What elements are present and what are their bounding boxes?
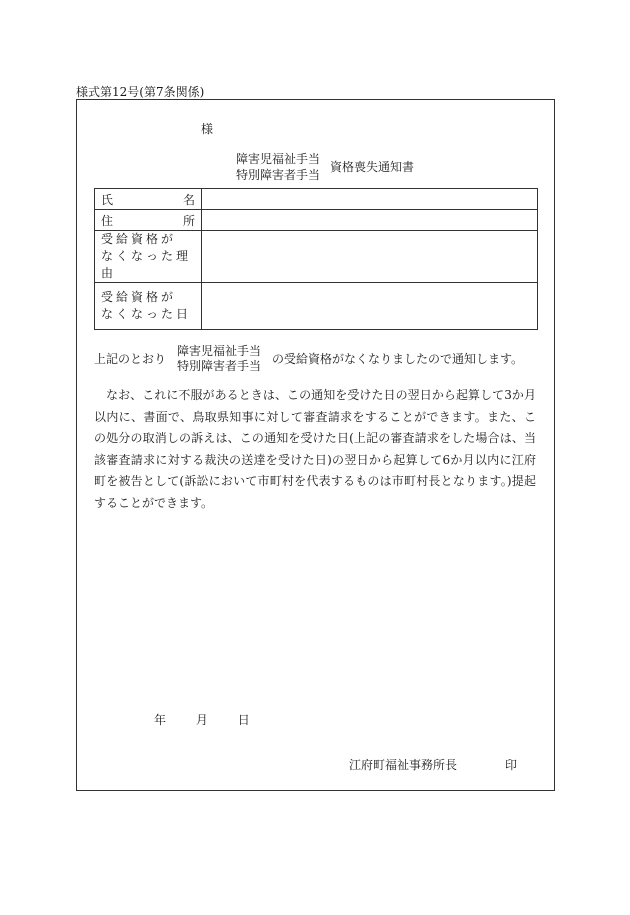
name-value	[202, 189, 538, 210]
date-day: 日	[237, 713, 250, 727]
recipient-info-table	[94, 188, 538, 330]
title-allowance-2: 特別障害者手当	[236, 168, 321, 182]
table-row-reason	[95, 231, 538, 283]
address-value	[202, 210, 538, 231]
notice-tail: の受給資格がなくなりましたので通知します。	[272, 352, 524, 366]
name-label-part-1: 氏	[101, 192, 114, 207]
date-line	[154, 711, 276, 728]
table-row-address	[95, 210, 538, 231]
reason-value	[202, 231, 538, 283]
table-row-date	[95, 283, 538, 330]
seal-mark: 印	[505, 758, 518, 772]
notice-lead: 上記のとおり	[94, 352, 167, 366]
addressee-suffix: 様	[201, 122, 214, 136]
date-label-line-1: 受給資格が	[101, 290, 177, 304]
date-value	[202, 283, 538, 330]
notice-allowance-2: 特別障害者手当	[177, 359, 262, 373]
title-allowance-1: 障害児福祉手当	[236, 152, 321, 166]
title-notice-name: 資格喪失通知書	[330, 160, 415, 174]
address-label-part-2: 所	[182, 213, 195, 228]
notice-allowance-1: 障害児福祉手当	[177, 344, 262, 358]
address-label	[95, 210, 202, 231]
date-month: 月	[195, 713, 208, 727]
table-row-name	[95, 189, 538, 210]
issuer-signature: 江府町福祉事務所長	[349, 758, 458, 772]
form-number: 様式第12号(第7条関係)	[76, 85, 205, 99]
date-label	[95, 283, 202, 330]
reason-label-line-1: 受給資格が	[101, 232, 177, 246]
reason-label-line-2: なくなった理由	[101, 249, 192, 280]
name-label-part-2: 名	[182, 192, 195, 207]
date-label-line-2: なくなった日	[101, 307, 192, 321]
appeal-paragraph: なお、これに不服があるときは、この通知を受けた日の翌日から起算して3か月以内に、書面で、鳥取県知事に対して審査請求をすることができます。また、この処分の取消しの訴えは、この通知を受けた日(上記の審査請求をした場合は、当該審査請求に対する裁決の送達を受けた日)の翌日から起算して6か月以内に江府町を被告として(訴訟において市町村を代表するものは市町村長となります。)提起することができます。	[94, 388, 536, 510]
reason-label	[95, 231, 202, 283]
address-label-part-1: 住	[101, 213, 114, 228]
date-year: 年	[154, 713, 167, 727]
name-label	[95, 189, 202, 210]
